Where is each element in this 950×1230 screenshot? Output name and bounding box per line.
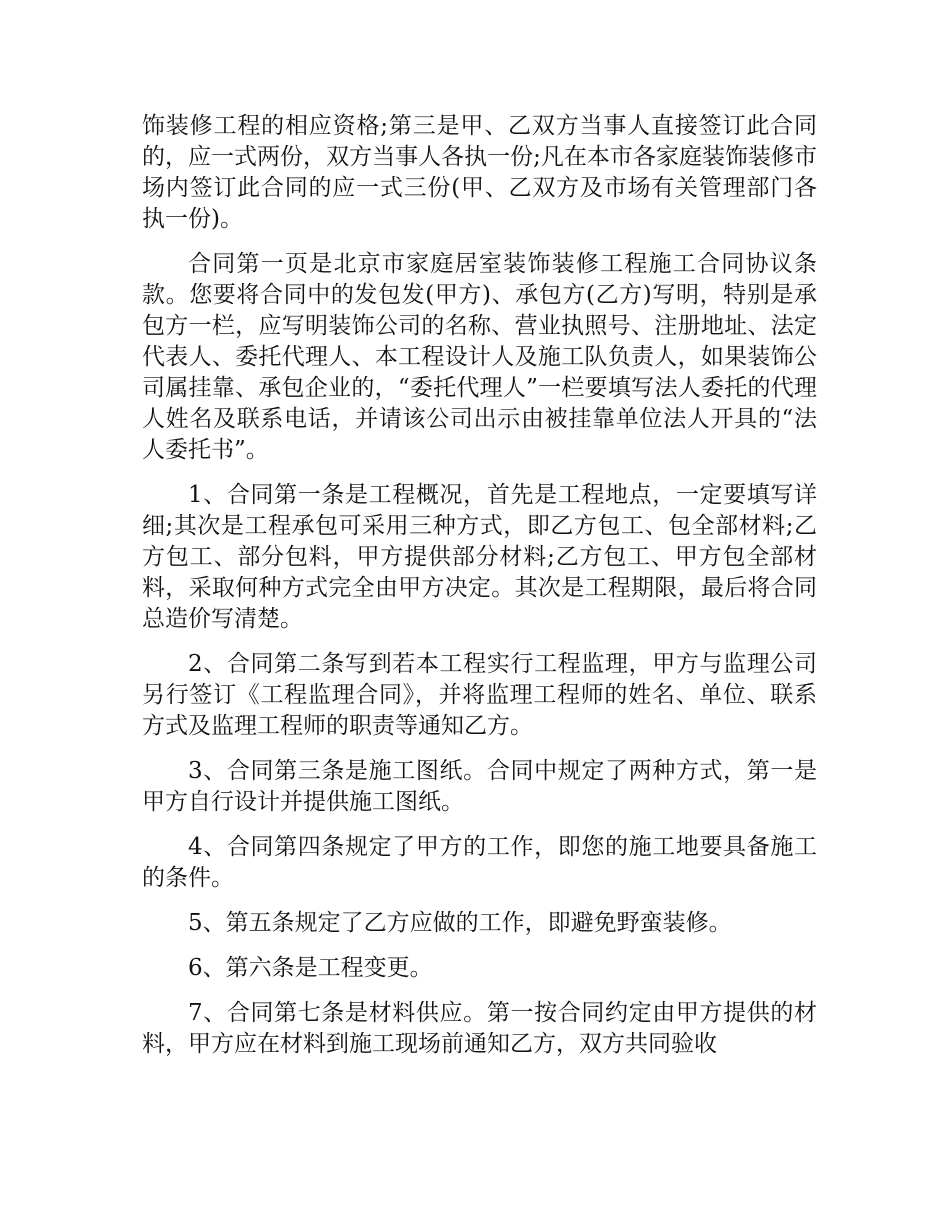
paragraph-clause-7: 7、合同第七条是材料供应。第一按合同约定由甲方提供的材料，甲方应在材料到施工现场前通知乙方，双方共同验收 <box>142 1000 817 1057</box>
paragraph-continuation: 饰装修工程的相应资格;第三是甲、乙双方当事人直接签订此合同的，应一式两份，双方当事人各执一份;凡在本市各家庭装饰装修市场内签订此合同的应一式三份(甲、乙双方及市场有关管理部门各执一份)。 <box>142 113 817 232</box>
paragraph-clause-1: 1、合同第一条是工程概况，首先是工程地点，一定要填写详细;其次是工程承包可采用三种方式，即乙方包工、包全部材料;乙方包工、部分包料，甲方提供部分材料;乙方包工、甲方包全部材料，采取何种方式完全由甲方决定。其次是工程期限，最后将合同总造价写清楚。 <box>142 482 817 632</box>
paragraph-clause-5: 5、第五条规定了乙方应做的工作，即避免野蛮装修。 <box>188 910 732 936</box>
paragraph-clause-6: 6、第六条是工程变更。 <box>188 955 433 981</box>
document-body <box>142 111 817 1074</box>
paragraph-clause-4: 4、合同第四条规定了甲方的工作，即您的施工地要具备施工的条件。 <box>142 834 817 891</box>
paragraph-clause-2: 2、合同第二条写到若本工程实行工程监理，甲方与监理公司另行签订《工程监理合同》，并将监理工程师的姓名、单位、联系方式及监理工程师的职责等通知乙方。 <box>142 651 817 739</box>
paragraph-contract-first-page: 合同第一页是北京市家庭居室装饰装修工程施工合同协议条款。您要将合同中的发包发(甲方)、承包方(乙方)写明，特别是承包方一栏，应写明装饰公司的名称、营业执照号、注册地址、法定代表人、委托代理人、本工程设计人及施工队负责人，如果装饰公司属挂靠、承包企业的，“委托代理人”一栏要填写法人委托的代理人姓名及联系电话，并请该公司出示由被挂靠单位法人开具的“法人委托书”。 <box>142 251 817 463</box>
paragraph-clause-3: 3、合同第三条是施工图纸。合同中规定了两种方式，第一是甲方自行设计并提供施工图纸。 <box>142 758 817 815</box>
